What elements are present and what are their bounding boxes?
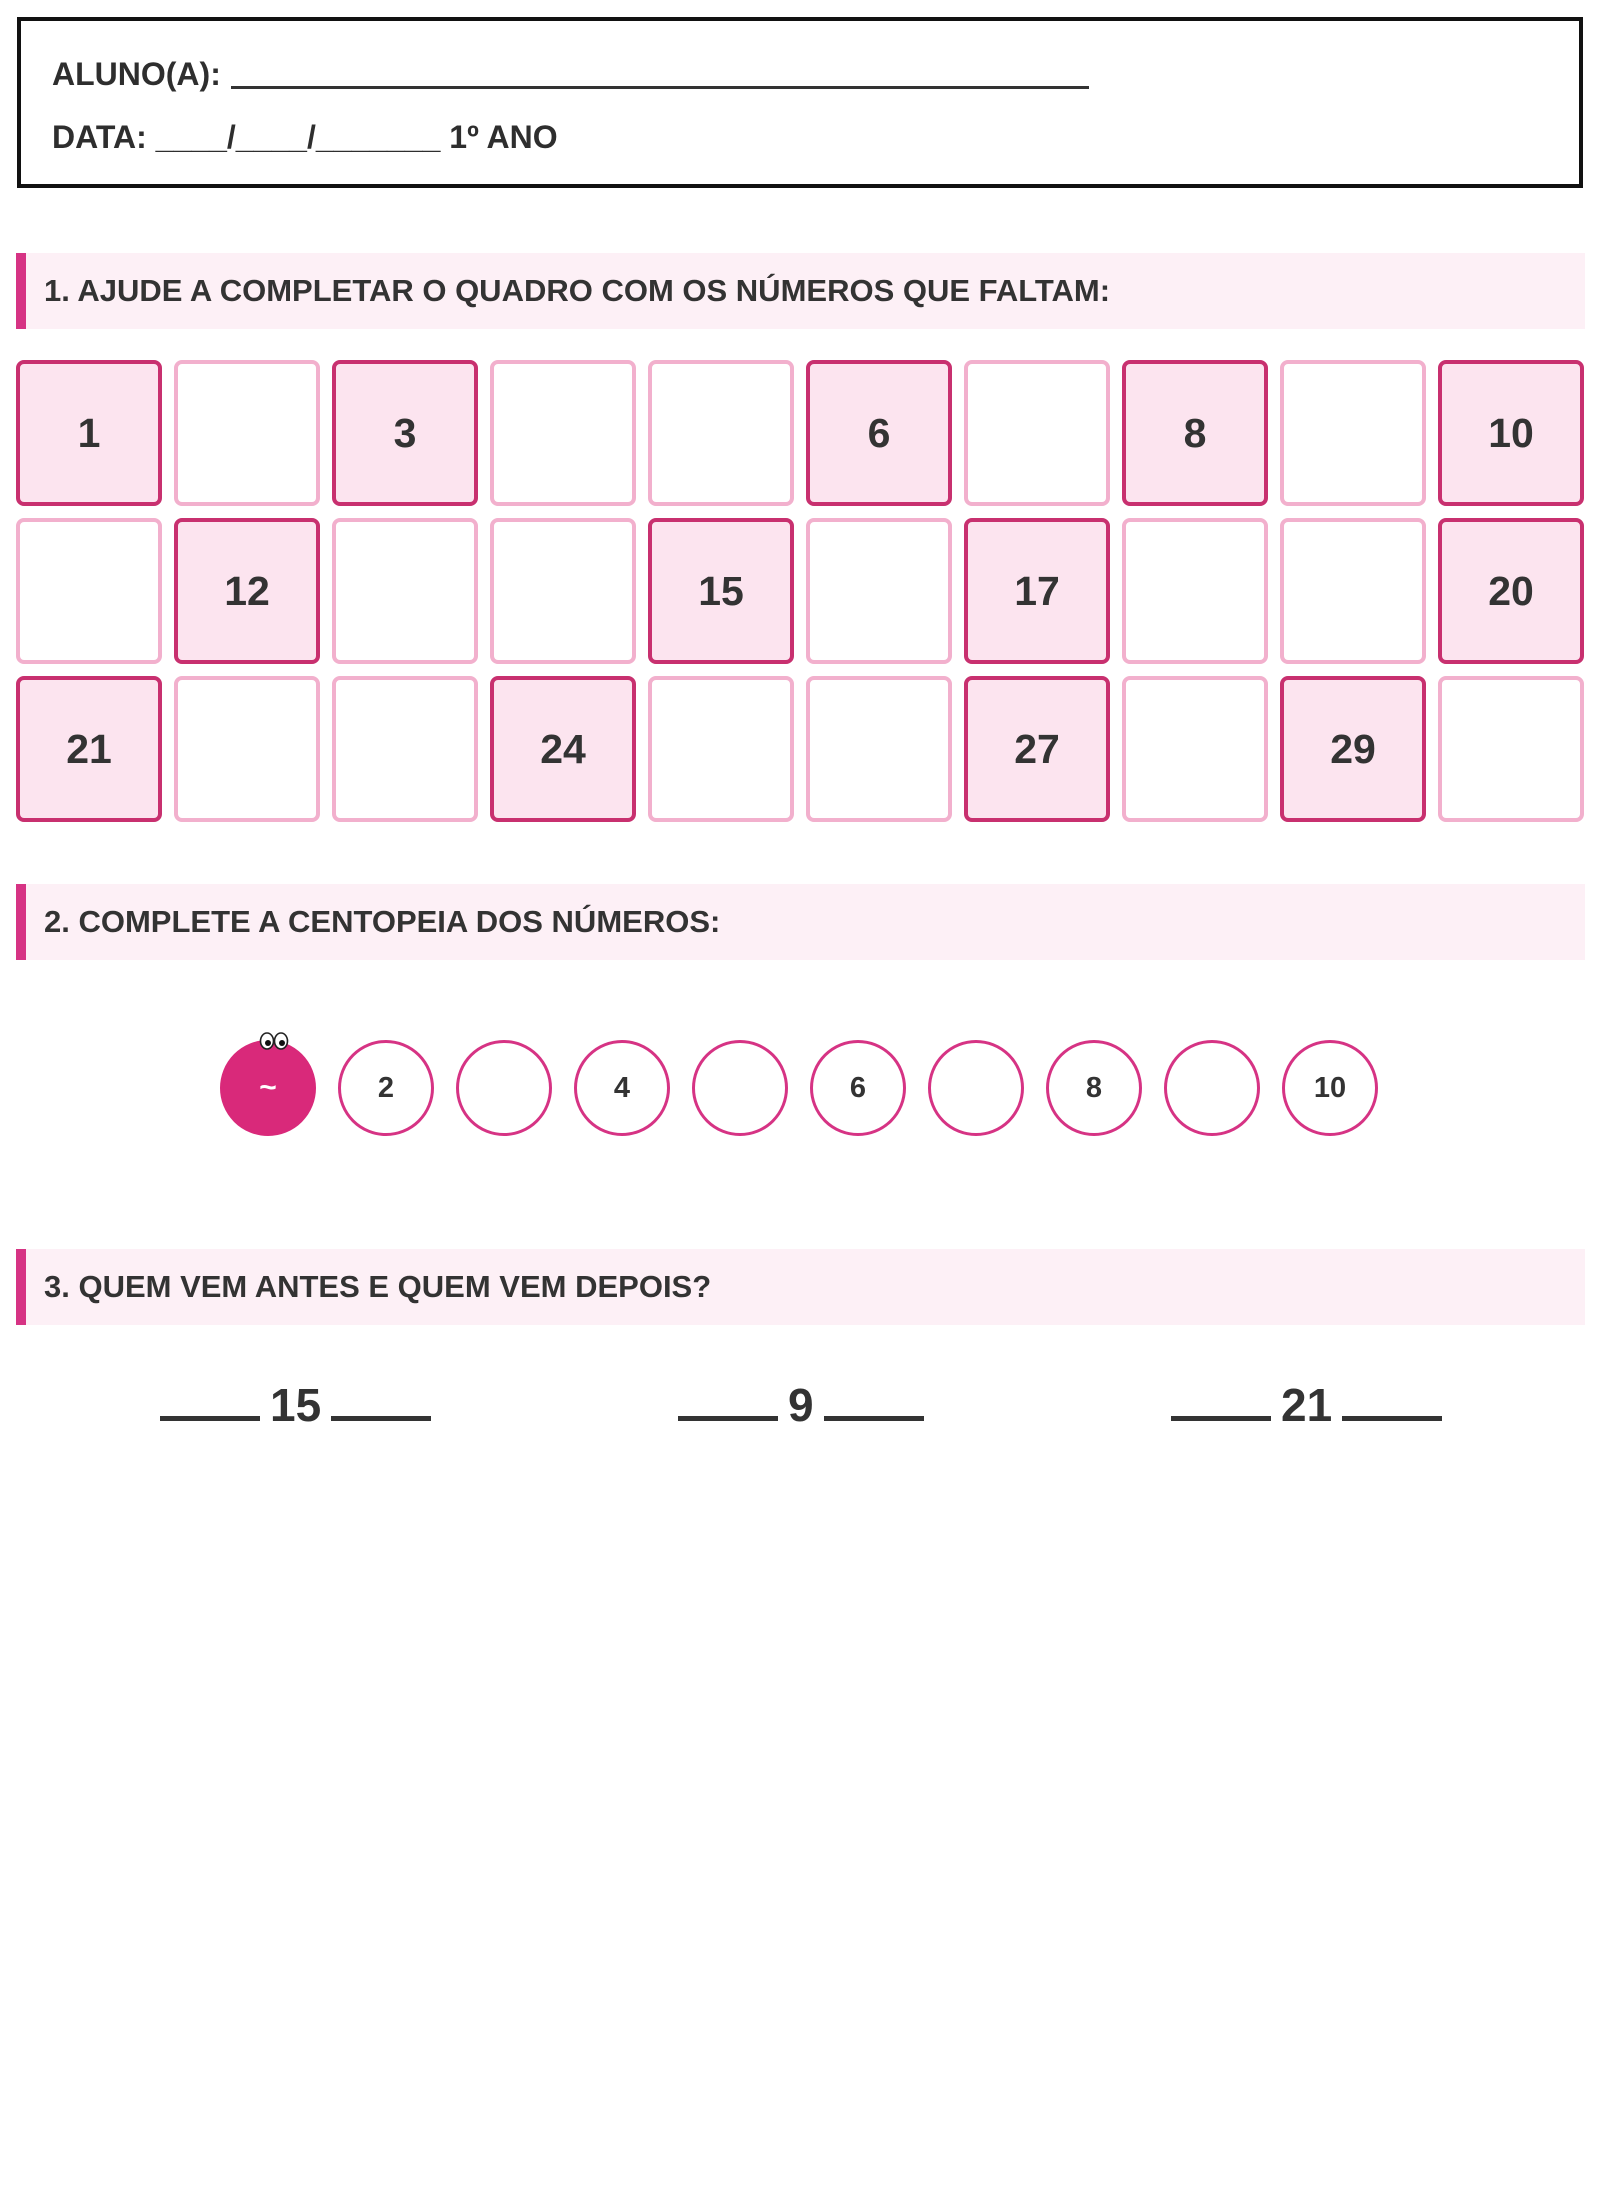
grid-cell-blank[interactable] — [648, 360, 794, 506]
centipede-segment-blank[interactable] — [456, 1040, 552, 1136]
centipede-segment-number: 2 — [338, 1040, 434, 1136]
grid-cell-blank[interactable] — [1122, 518, 1268, 664]
grid-cell-blank[interactable] — [16, 518, 162, 664]
section-1-header — [16, 253, 1585, 329]
centipede-segment-blank[interactable] — [692, 1040, 788, 1136]
answer-blank-before[interactable] — [678, 1406, 778, 1421]
grid-cell-number: 21 — [16, 676, 162, 822]
before-after-item — [160, 1378, 431, 1432]
centipede-mouth: ~ — [259, 1071, 277, 1104]
grid-cell-blank[interactable] — [1438, 676, 1584, 822]
grid-cell-number: 20 — [1438, 518, 1584, 664]
grid-cell-blank[interactable] — [490, 360, 636, 506]
middle-number: 15 — [270, 1379, 322, 1431]
grid-cell-number: 29 — [1280, 676, 1426, 822]
grid-cell-number: 1 — [16, 360, 162, 506]
grid-cell-number: 10 — [1438, 360, 1584, 506]
section-2-title: 2. COMPLETE A CENTOPEIA DOS NÚMEROS: — [44, 904, 721, 939]
grid-cell-blank[interactable] — [648, 676, 794, 822]
answer-blank-after[interactable] — [824, 1406, 924, 1421]
grid-cell-number: 8 — [1122, 360, 1268, 506]
grid-cell-number: 3 — [332, 360, 478, 506]
answer-blank-before[interactable] — [1171, 1406, 1271, 1421]
answer-blank-after[interactable] — [1342, 1406, 1442, 1421]
student-name-line — [52, 54, 1089, 93]
section-1-title: 1. AJUDE A COMPLETAR O QUADRO COM OS NÚMEROS QUE FALTAM: — [44, 273, 1111, 308]
eyes-icon — [259, 1031, 289, 1051]
grid-cell-blank[interactable] — [174, 676, 320, 822]
grid-cell-blank[interactable] — [1280, 360, 1426, 506]
centipede-segment-number: 8 — [1046, 1040, 1142, 1136]
grid-cell-blank[interactable] — [806, 518, 952, 664]
grid-cell-blank[interactable] — [1122, 676, 1268, 822]
student-label: ALUNO(A): — [52, 56, 221, 92]
grid-cell-number: 12 — [174, 518, 320, 664]
number-grid — [16, 360, 1585, 822]
middle-number: 21 — [1281, 1379, 1333, 1431]
grid-cell-number: 27 — [964, 676, 1110, 822]
centipede-segment-blank[interactable] — [1164, 1040, 1260, 1136]
grid-cell-blank[interactable] — [1280, 518, 1426, 664]
section-3-header — [16, 1249, 1585, 1325]
student-name-blank[interactable] — [231, 54, 1089, 89]
middle-number: 9 — [788, 1379, 814, 1431]
grid-cell-blank[interactable] — [332, 676, 478, 822]
grid-cell-blank[interactable] — [174, 360, 320, 506]
before-after-item — [678, 1378, 924, 1432]
section-3-title: 3. QUEM VEM ANTES E QUEM VEM DEPOIS? — [44, 1269, 712, 1304]
grid-cell-blank[interactable] — [332, 518, 478, 664]
centipede-head — [220, 1040, 316, 1136]
grid-cell-number: 15 — [648, 518, 794, 664]
grid-cell-blank[interactable] — [490, 518, 636, 664]
centipede-segment-blank[interactable] — [928, 1040, 1024, 1136]
grid-cell-number: 24 — [490, 676, 636, 822]
answer-blank-after[interactable] — [331, 1406, 431, 1421]
answer-blank-before[interactable] — [160, 1406, 260, 1421]
date-line: DATA: ____/____/_______ 1º ANO — [52, 119, 558, 155]
grid-cell-blank[interactable] — [964, 360, 1110, 506]
section-2-header — [16, 884, 1585, 960]
grid-cell-blank[interactable] — [806, 676, 952, 822]
student-info-box — [17, 17, 1583, 188]
before-after-item — [1171, 1378, 1442, 1432]
centipede-segment-number: 6 — [810, 1040, 906, 1136]
grid-cell-number: 17 — [964, 518, 1110, 664]
centipede-segment-number: 4 — [574, 1040, 670, 1136]
centipede-segment-number: 10 — [1282, 1040, 1378, 1136]
grid-cell-number: 6 — [806, 360, 952, 506]
